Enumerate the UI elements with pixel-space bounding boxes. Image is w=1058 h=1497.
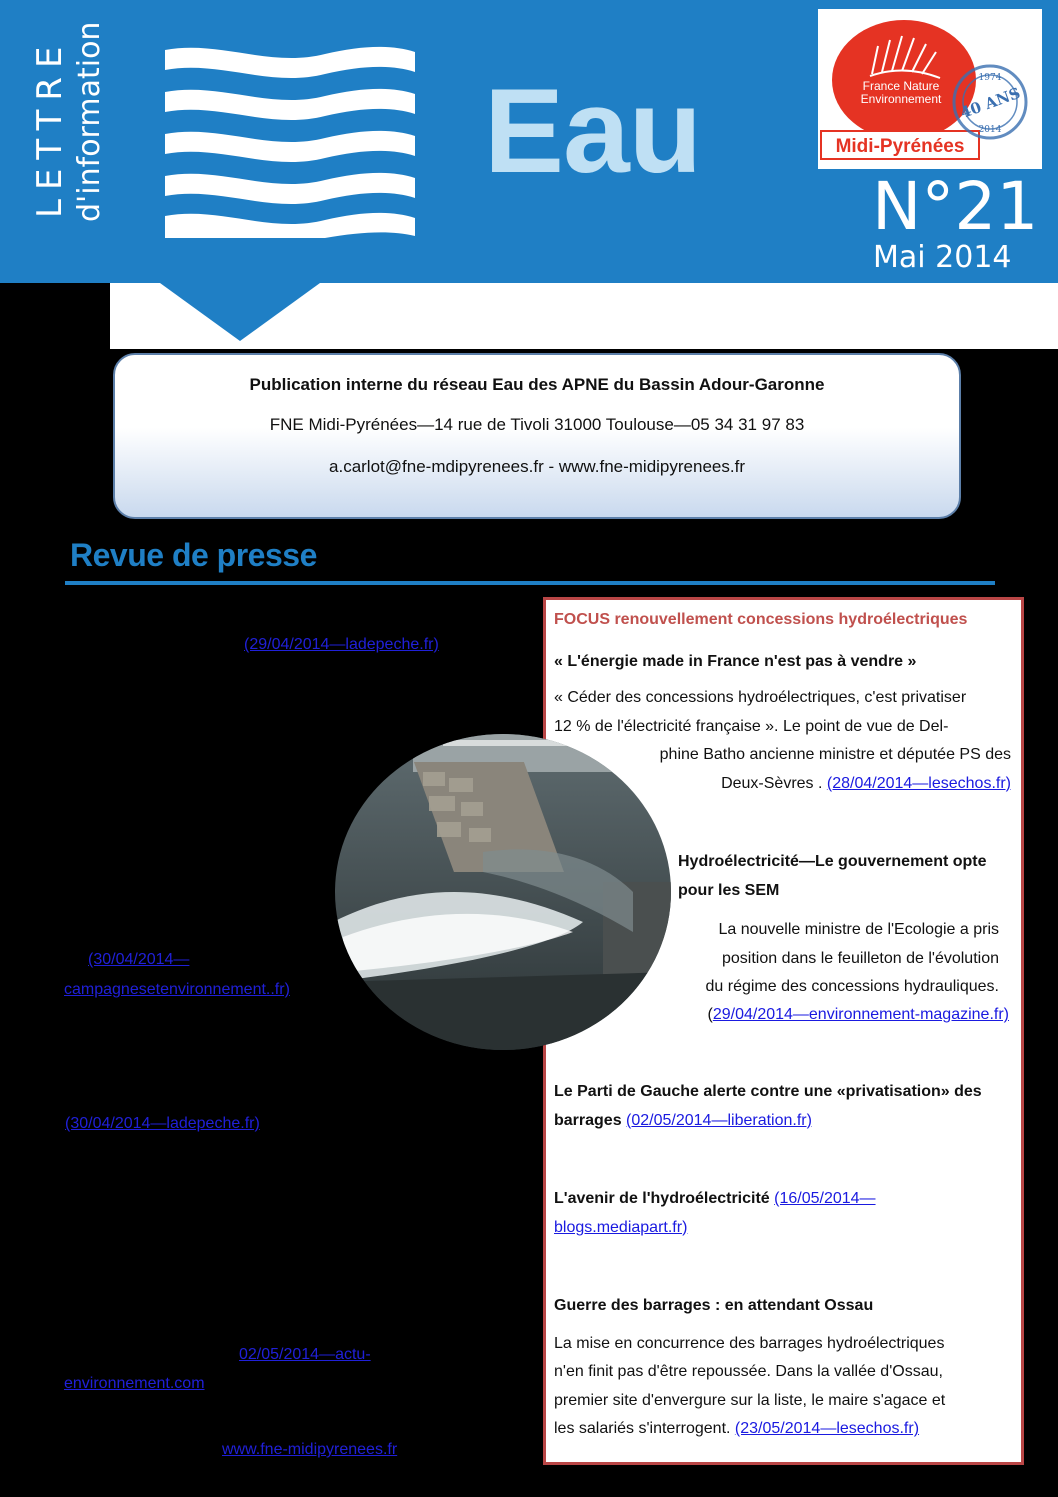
article2-line1: La nouvelle ministre de l'Ecologie a pris xyxy=(718,921,999,938)
publication-contact: a.carlot@fne-mdipyrenees.fr - www.fne-midipyrenees.fr xyxy=(329,457,745,476)
article5-headline: Guerre des barrages : en attendant Ossau xyxy=(554,1297,874,1314)
article2-line2: position dans le feuilleton de l'évolution xyxy=(721,949,999,967)
article1-link[interactable]: (28/04/2014—lesechos.fr) xyxy=(826,774,1011,792)
logo-org-name xyxy=(836,80,966,106)
article2-headline xyxy=(678,848,1018,905)
article5-link[interactable]: (23/05/2014—lesechos.fr) xyxy=(734,1420,920,1437)
stamp-year-bottom: 2014 xyxy=(978,125,1002,135)
press-link-ladepeche-2[interactable]: (30/04/2014—ladepeche.fr) xyxy=(65,1115,260,1132)
article2-line3: du régime des concessions hydrauliques. xyxy=(705,978,999,995)
article5-line3: premier site d'envergure sur la liste, le maire s'agace et xyxy=(554,1391,946,1409)
press-link-ladepeche-1[interactable]: (29/04/2014—ladepeche.fr) xyxy=(244,636,439,653)
article5-line4: les salariés s'interrogent. xyxy=(554,1420,735,1437)
stamp-text: 40 ANS xyxy=(958,83,1023,123)
press-link-campagnes-site[interactable]: campagnesetenvironnement..fr) xyxy=(64,981,290,998)
article2-headline-line1: Hydroélectricité—Le gouvernement opte xyxy=(678,853,987,870)
logo-org-line2: Environnement xyxy=(860,92,942,106)
logo-org-line1: France Nature xyxy=(862,79,940,93)
article1-headline: « L'énergie made in France n'est pas à vendre » xyxy=(554,653,917,670)
article4-headline: L'avenir de l'hydroélectricité xyxy=(554,1190,775,1207)
article3-headline-line1: Le Parti de Gauche alerte contre une «privatisation» des xyxy=(554,1083,982,1100)
article2-body xyxy=(674,916,999,1002)
article3 xyxy=(554,1078,1019,1135)
press-link-actu-env-date[interactable]: 02/05/2014—actu- xyxy=(239,1346,371,1363)
press-link-campagnes-date[interactable]: (30/04/2014— xyxy=(88,951,190,968)
article5 xyxy=(554,1292,1019,1444)
anniversary-stamp-icon xyxy=(950,62,1030,142)
article1-line2: 12 % de l'électricité française ». Le point de vue de Del- xyxy=(554,717,949,735)
publication-address: FNE Midi-Pyrénées—14 rue de Tivoli 31000 Toulouse—05 34 31 97 83 xyxy=(269,415,805,434)
newsletter-title: Eau xyxy=(484,64,702,198)
article4-link-line2[interactable]: blogs.mediapart.fr) xyxy=(554,1218,688,1236)
article4-link-line1[interactable]: (16/05/2014— xyxy=(774,1190,876,1207)
stamp-year-top: 1974 xyxy=(978,73,1002,83)
article1-line1: « Céder des concessions hydroélectriques, c'est privatiser xyxy=(554,689,967,706)
article3-link[interactable]: (02/05/2014—liberation.fr) xyxy=(626,1111,812,1129)
article2-link-line xyxy=(649,1001,1009,1030)
article1-line3: phine Batho ancienne ministre et députée PS des xyxy=(659,746,1011,763)
fne-website-link[interactable]: www.fne-midipyrenees.fr xyxy=(222,1441,398,1458)
issue-number: N°21 xyxy=(872,168,1039,245)
article5-line2: n'en finit pas d'être repoussée. Dans la vallée d'Ossau, xyxy=(554,1363,943,1380)
article4 xyxy=(554,1185,1019,1242)
article3-headline-line2: barrages xyxy=(554,1111,627,1129)
section-title: Revue de presse xyxy=(70,537,317,573)
article2-link[interactable]: 29/04/2014—environnement-magazine.fr) xyxy=(712,1006,1009,1023)
waves-icon xyxy=(160,40,420,240)
lettre-label: LETTRE xyxy=(30,37,70,218)
press-link-actu-env-site[interactable]: environnement.com xyxy=(64,1375,205,1392)
article2-link-prefix: ( xyxy=(707,1006,713,1023)
focus-title: FOCUS renouvellement concessions hydroélectriques xyxy=(554,611,968,628)
article5-line1: La mise en concurrence des barrages hydroélectriques xyxy=(554,1334,945,1352)
publication-title: Publication interne du réseau Eau des APNE du Bassin Adour-Garonne xyxy=(249,375,825,394)
article2-headline-line2: pour les SEM xyxy=(678,881,780,899)
publication-info-box xyxy=(113,353,961,519)
chevron-decoration xyxy=(110,283,370,345)
information-label: d'information xyxy=(72,21,107,222)
logo-region: Midi-Pyrénées xyxy=(820,130,980,160)
section-divider xyxy=(65,581,995,585)
article1-line4-text: Deux-Sèvres . xyxy=(721,774,827,792)
river-weir-photo xyxy=(333,732,673,1052)
issue-date: Mai 2014 xyxy=(873,240,1012,275)
